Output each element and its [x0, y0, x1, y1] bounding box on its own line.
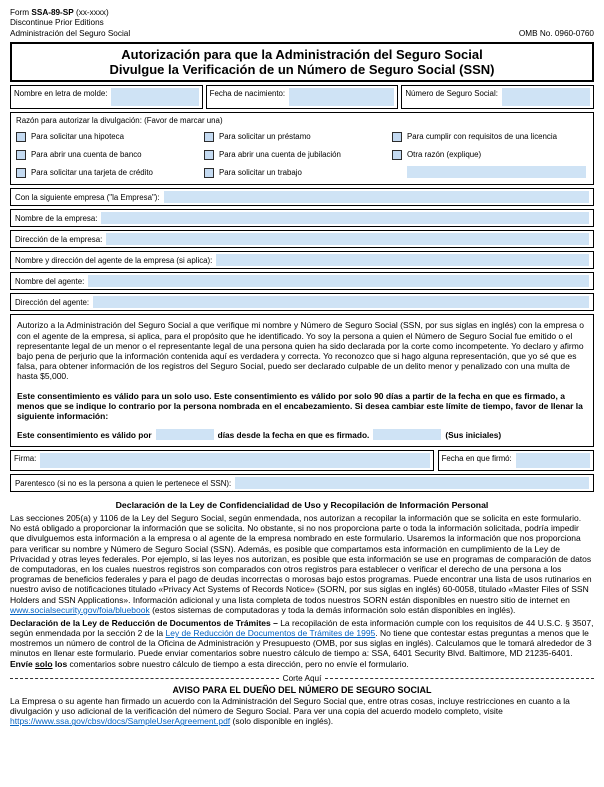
agent-address-row — [10, 293, 594, 311]
reason-options — [16, 129, 588, 180]
label-otra-razon: Otra razón (explique) — [407, 150, 482, 160]
agent-section-input[interactable] — [216, 254, 589, 266]
form-title — [10, 42, 594, 83]
agent-name-row — [10, 272, 594, 290]
sign-date-label: Fecha en que firmó: — [441, 454, 512, 464]
name-input[interactable] — [111, 88, 198, 106]
with-company-input[interactable] — [164, 191, 589, 203]
reason-option-jubilacion — [204, 147, 392, 162]
consent-text: Este consentimiento es válido para un solo uso. Este consentimiento es válido por solo 90 días a partir de la fecha en que es firmado, a menos que se indique lo contrario por la persona nombrada en el encabezamiento. Si desea cambiar este límite de tiempo, favor de llenar la siguiente información: — [17, 390, 583, 421]
checkbox-cuenta-banco[interactable] — [16, 150, 26, 160]
company-address-row — [10, 230, 594, 248]
pra-los: los — [52, 658, 68, 669]
with-company-label: Con la siguiente empresa ("la Empresa"): — [15, 192, 160, 202]
privacy-text-1: Las secciones 205(a) y 1106 de la Ley del Seguro Social, según enmendada, nos autorizan a recopilar la información que se solicita en este formulario. No está obligado a proporcionar la información que se solicita. No obstante, si no nos proporciona parte o toda la información solicitada, podría impedir que divulguemos esta información a la empresa o al agente de la empresa nombrado en este formulario. Usaremos la información que nos proporciona para verificar su nombre y Número de Seguro Social (SSN). Además, es posible que compartamos esta información en cumplimiento de la Ley de Privacidad y otras leyes federales. Por ejemplo, si las leyes nos autorizan, es posible que esta información se use en programas de comparación de datos de computadoras, en los cuales nuestros registros son comparados con otros registros para establecer o verificar el derecho de una persona a los programas de beneficios federales y para el pago de deudas incorrectas o morosas bajo estos programas. Puede encontrar una lista de usos rutinarios en nuestro aviso de notificaciones titulado «Privacy Act Systems of Records Notice» (SORN, por sus siglas en inglés) 60-0058, titulado «Master Files of SSN Holders and SSN Applications». Información adicional y una lista completa de todos nuestros SORN están disponibles en nuestro sitio de internet en — [10, 513, 592, 605]
name-field-cell — [10, 85, 203, 109]
pra-solo: solo — [35, 658, 53, 669]
reason-option-trabajo — [204, 165, 392, 180]
days-input[interactable] — [156, 429, 214, 440]
sign-date-cell — [438, 450, 594, 471]
relationship-input[interactable] — [235, 477, 589, 489]
label-hipoteca: Para solicitar una hipoteca — [31, 132, 124, 142]
cut-here-label: Corte Aquí — [282, 673, 322, 683]
paperwork-reduction-paragraph — [10, 618, 594, 669]
ssn-input[interactable] — [502, 88, 590, 106]
pra-text-2: . No tiene que contestar estas preguntas a menos que le mostremos un número de control de la Oficina de Administración y Presupuesto (OMB, por sus siglas en inglés). Calculamos que le tomará alrededor de 3 minutos en llenar este formulario. Puede enviar comentarios sobre nuestro cálculo de tiempo a: SSA, 6401 Security Blvd. Baltimore, MD 21235-6401. — [10, 628, 592, 659]
identity-row — [10, 85, 594, 109]
form-id-block — [10, 8, 130, 39]
pra-act-link[interactable]: Ley de Reducción de Documentos de Trámites de 1995 — [165, 628, 376, 639]
agent-address-input[interactable] — [93, 296, 589, 308]
other-reason-input[interactable] — [407, 166, 586, 178]
form-header — [10, 8, 594, 39]
sign-date-input[interactable] — [516, 453, 590, 468]
notice-text-1: La Empresa o su agente han firmado un acuerdo con la Administración del Seguro Social que, entre otras cosas, incluye restricciones en cuanto a la divulgación y uso adicional de la verificación del número de Seguro Social. Para ver una copia del acuerdo modelo completo, visite — [10, 695, 570, 717]
pra-text-1: La recopilación de esta información cumple con los requisitos de 44 U.S.C. § 3507, según enmendada por la sección 2 de la — [10, 617, 594, 639]
cut-dash-right — [325, 678, 594, 679]
ssn-field-cell — [401, 85, 594, 109]
authorization-text: Autorizo a la Administración del Seguro Social a que verifique mi nombre y Número de Seguro Social (SSN, por sus siglas en inglés) con la empresa o con el agente de la empresa, si aplica, para el propósito que he identificado. Yo soy la persona a quien el Número de Seguro Social fue emitido o el representante legal de un menor o el representante legal de una persona quien ha sido declarada por la corte como incompetente. Yo declaro y afirmo bajo pena de perjurio que la información contenida aquí es verdadera y correcta. Yo reconozco que si hago alguna representación, que yo sé que es falsa, para obtener información de los registros del Seguro Social, puedo ser declarado culpable de un delito menor y penalizado con una multa de hasta $5,000. — [17, 320, 584, 382]
pra-envie: Envíe — [10, 658, 36, 669]
signature-row — [10, 450, 594, 471]
checkbox-hipoteca[interactable] — [16, 132, 26, 142]
agency-name: Administración del Seguro Social — [10, 28, 131, 38]
privacy-act-heading: Declaración de la Ley de Confidencialidad de Uso y Recopilación de Información Personal — [115, 500, 489, 511]
agent-name-input[interactable] — [88, 275, 589, 287]
form-title-line1: Autorización para que la Administración del Seguro Social — [121, 46, 483, 62]
dob-input[interactable] — [289, 88, 394, 106]
reason-heading: Razón para autorizar la divulgación: (Favor de marcar una) — [16, 116, 223, 126]
company-name-input[interactable] — [101, 212, 589, 224]
checkbox-otra-razon[interactable] — [392, 150, 402, 160]
label-trabajo: Para solicitar un trabajo — [219, 168, 302, 178]
sample-agreement-link[interactable]: https://www.ssa.gov/cbsv/docs/SampleUserAgreement.pdf — [10, 716, 231, 727]
form-number: SSA-89-SP — [31, 8, 74, 17]
reason-column-1 — [16, 129, 204, 180]
label-cuenta-banco: Para abrir una cuenta de banco — [31, 150, 142, 160]
label-jubilacion: Para abrir una cuenta de jubilación — [219, 150, 341, 160]
omb-number: OMB No. 0960-0760 — [518, 28, 594, 38]
checkbox-prestamo[interactable] — [204, 132, 214, 142]
reason-section — [10, 112, 594, 185]
dob-field-cell — [206, 85, 399, 109]
notice-text-2: (solo disponible en inglés). — [230, 716, 334, 727]
reason-column-3 — [392, 129, 588, 180]
privacy-act-paragraph — [10, 513, 594, 615]
agent-address-label: Dirección del agente: — [15, 297, 90, 307]
reason-option-tarjeta-credito — [16, 165, 204, 180]
ssn-owner-notice-paragraph — [10, 696, 594, 727]
dob-label: Fecha de nacimiento: — [209, 89, 286, 99]
privacy-text-2: (estos sistemas de computadoras y toda la demás información solo están disponibles en inglés). — [149, 604, 516, 615]
relationship-label: Parentesco (si no es la persona a quien le pertenece el SSN): — [15, 478, 232, 488]
reason-column-2 — [204, 129, 392, 180]
form-title-line2: Divulgue la Verificación de un Número de Seguro Social (SSN) — [109, 62, 495, 78]
pra-lead: Declaración de la Ley de Reducción de Documentos de Trámites – — [10, 617, 281, 628]
company-address-label: Dirección de la empresa: — [15, 234, 103, 244]
pra-text-3: comentarios sobre nuestro cálculo de tiempo a esta dirección, pero no envíe el formulario. — [67, 658, 409, 669]
validity-suffix: (Sus iniciales) — [445, 430, 502, 441]
checkbox-jubilacion[interactable] — [204, 150, 214, 160]
agent-section-label: Nombre y dirección del agente de la empresa (si aplica): — [15, 255, 213, 265]
checkbox-licencia[interactable] — [392, 132, 402, 142]
reason-option-cuenta-banco — [16, 147, 204, 162]
name-label: Nombre en letra de molde: — [14, 89, 108, 99]
agent-name-label: Nombre del agente: — [15, 276, 85, 286]
authorization-section — [10, 314, 594, 447]
cut-here-line — [10, 674, 594, 683]
ssn-owner-notice-heading: AVISO PARA EL DUEÑO DEL NÚMERO DE SEGURO SOCIAL — [172, 684, 432, 695]
relationship-row — [10, 474, 594, 492]
validity-prefix: Este consentimiento es válido por — [17, 430, 152, 441]
form-number-suffix: (xx-xxxx) — [73, 8, 109, 17]
company-address-input[interactable] — [106, 233, 589, 245]
signature-input[interactable] — [40, 453, 429, 468]
reason-option-hipoteca — [16, 129, 204, 144]
label-licencia: Para cumplir con requisitos de una licencia — [407, 132, 557, 142]
discontinue-note: Discontinue Prior Editions — [10, 18, 104, 28]
form-number-prefix: Form — [10, 8, 32, 17]
checkbox-tarjeta-credito[interactable] — [16, 168, 26, 178]
initials-input[interactable] — [373, 429, 441, 440]
company-name-label: Nombre de la empresa: — [15, 213, 98, 223]
company-name-row — [10, 209, 594, 227]
reason-option-prestamo — [204, 129, 392, 144]
form-number-line — [10, 8, 130, 18]
label-prestamo: Para solicitar un préstamo — [219, 132, 311, 142]
validity-line — [17, 429, 587, 441]
checkbox-trabajo[interactable] — [204, 168, 214, 178]
with-company-row — [10, 188, 594, 206]
ssn-label: Número de Seguro Social: — [405, 89, 498, 99]
reason-option-licencia — [392, 129, 588, 144]
validity-middle: días desde la fecha en que es firmado. — [217, 430, 370, 441]
bluebook-link[interactable]: www.socialsecurity.gov/foia/bluebook — [10, 604, 150, 615]
reason-option-otra-razon — [392, 147, 588, 162]
signature-label: Firma: — [14, 454, 37, 464]
signature-cell — [10, 450, 434, 471]
cut-dash-left — [10, 678, 279, 679]
agent-section-row — [10, 251, 594, 269]
label-tarjeta-credito: Para solicitar una tarjeta de crédito — [31, 168, 153, 178]
